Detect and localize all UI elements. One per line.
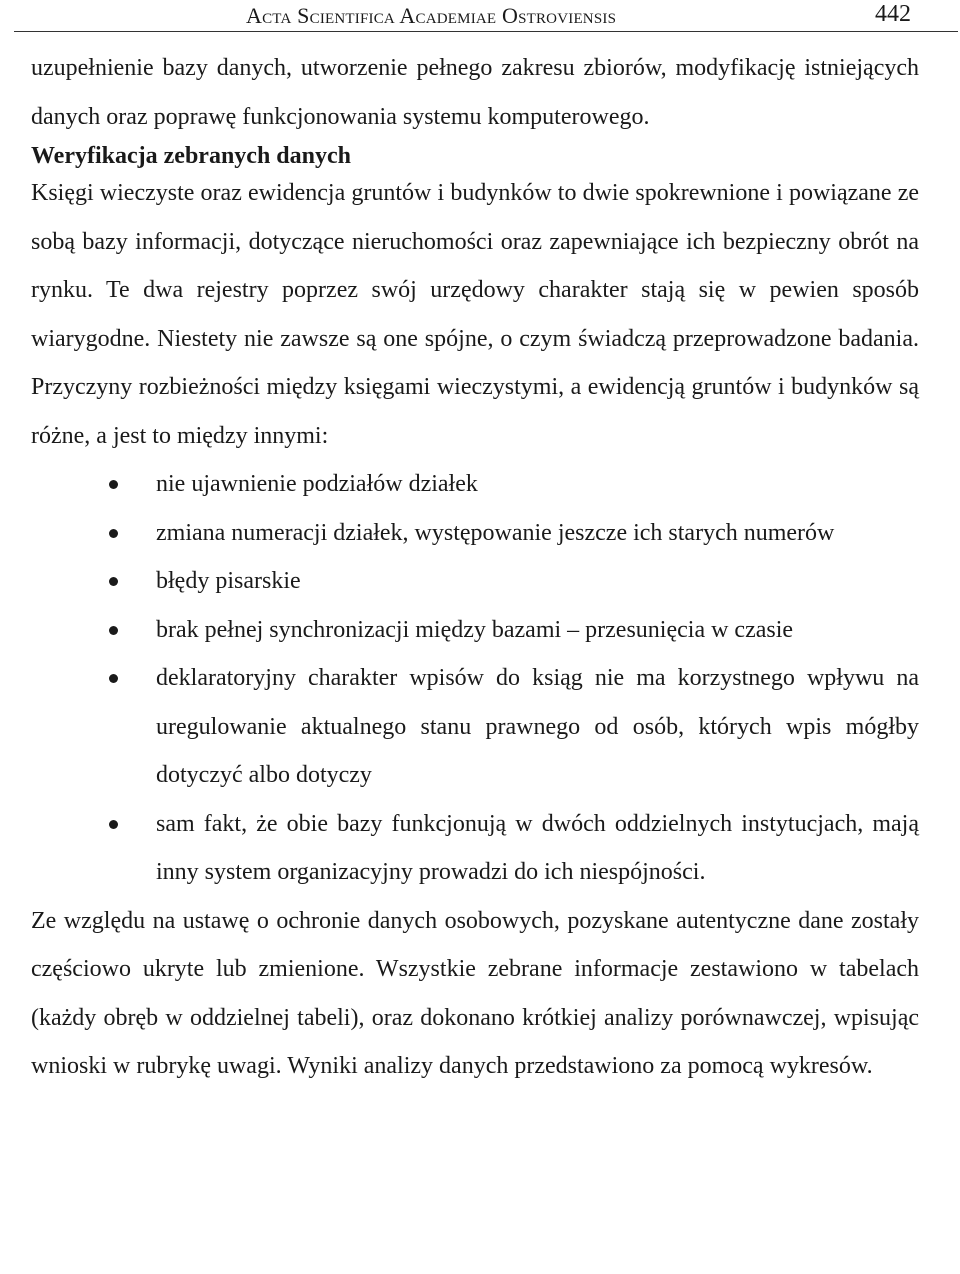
list-item-text: nie ujawnienie podziałów działek	[156, 471, 478, 497]
bullet-icon	[109, 820, 118, 829]
section-paragraph: Księgi wieczyste oraz ewidencja gruntów i budynków to dwie spokrewnione i powiązane ze sobą bazy informacji, dotyczące nieruchomości oraz zapewniające ich bezpieczny obrót na rynku. Te dwa rejestry poprzez swój urzędowy charakter stają się w pewien sposób wiarygodne. Niestety nie zawsze są one spójne, o czym świadczą przeprowadzone badania. Przyczyny rozbieżności między księgami wieczystymi, a ewidencją gruntów i budynków są różne, a jest to między innymi:	[31, 180, 919, 449]
bullet-icon	[109, 674, 118, 683]
header-rule	[14, 31, 958, 32]
list-item-text: błędy pisarskie	[156, 568, 301, 594]
bullet-icon	[109, 626, 118, 635]
page-body	[31, 44, 919, 1091]
page-header	[0, 0, 960, 34]
closing-paragraph: Ze względu na ustawę o ochronie danych osobowych, pozyskane autentyczne dane zostały częściowo ukryte lub zmienione. Wszystkie zebrane informacje zestawiono w tabelach (każdy obręb w oddzielnej tabeli), oraz dokonano krótkiej analizy porównawczej, wpisując wnioski w rubrykę uwagi. Wyniki analizy danych przedstawiono za pomocą wykresów.	[31, 907, 919, 1079]
list-item-text: zmiana numeracji działek, występowanie jeszcze ich starych numerów	[156, 519, 835, 546]
list-item	[31, 509, 919, 558]
list-item	[31, 606, 919, 655]
list-item-text: sam fakt, że obie bazy funkcjonują w dwóch oddzielnych instytucjach, mają inny system organizacyjny prowadzi do ich niespójności.	[156, 810, 919, 885]
list-item	[31, 654, 919, 800]
section-heading: Weryfikacja zebranych danych	[31, 143, 351, 169]
journal-title: Acta Scientifica Academiae Ostroviensis	[246, 3, 617, 28]
list-item-text: brak pełnej synchronizacji między bazami – przesunięcia w czasie	[156, 616, 794, 643]
bullet-icon	[109, 529, 118, 538]
reasons-list	[31, 460, 919, 897]
page-number: 442	[875, 1, 911, 27]
list-item-text: deklaratoryjny charakter wpisów do ksiąg nie ma korzystnego wpływu na uregulowanie aktualnego stanu prawnego od osób, których wpis mógłby dotyczyć albo dotyczy	[156, 665, 919, 788]
intro-paragraph: uzupełnienie bazy danych, utworzenie pełnego zakresu zbiorów, modyfikację istniejących danych oraz poprawę funkcjonowania systemu komputerowego.	[31, 55, 919, 130]
bullet-icon	[109, 577, 118, 586]
list-item	[31, 800, 919, 897]
bullet-icon	[109, 480, 118, 489]
list-item	[31, 557, 919, 606]
list-item	[31, 460, 919, 509]
